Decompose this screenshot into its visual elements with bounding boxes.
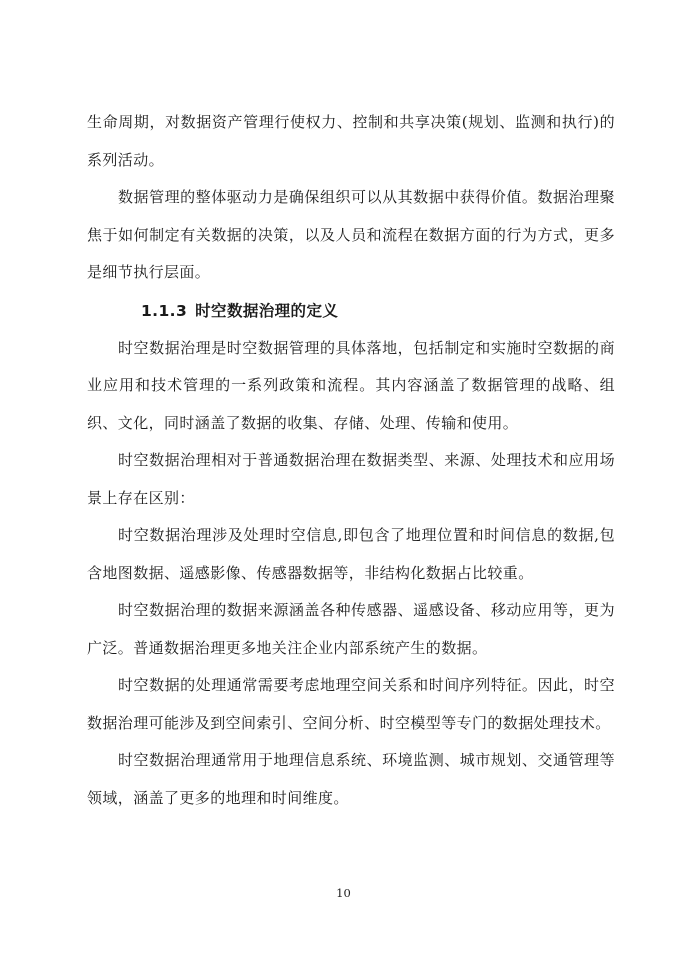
section-number: 1.1.3: [141, 301, 188, 320]
paragraph-data-management-driver: 数据管理的整体驱动力是确保组织可以从其数据中获得价值。数据治理聚焦于如何制定有关数据的决策，以及人员和流程在数据方面的行为方式，更多是细节执行层面。: [87, 188, 615, 281]
page-number: 10: [336, 886, 351, 900]
paragraph-differences-intro: 时空数据治理相对于普通数据治理在数据类型、来源、处理技术和应用场景上存在区别：: [87, 451, 615, 507]
document-body: [87, 104, 615, 817]
paragraph-data-type: 时空数据治理涉及处理时空信息,即包含了地理位置和时间信息的数据,包含地图数据、遥感影像、传感器数据等，非结构化数据占比较重。: [87, 526, 615, 582]
section-title: 时空数据治理的定义: [195, 301, 339, 320]
paragraph-definition: 时空数据治理是时空数据管理的具体落地，包括制定和实施时空数据的商业应用和技术管理的一系列政策和流程。其内容涵盖了数据管理的战略、组织、文化，同时涵盖了数据的收集、存储、处理、传输和使用。: [87, 338, 615, 432]
paragraph-data-source: 时空数据治理的数据来源涵盖各种传感器、遥感设备、移动应用等，更为广泛。普通数据治理更多地关注企业内部系统产生的数据。: [87, 601, 615, 657]
paragraph-continuation: 生命周期，对数据资产管理行使权力、控制和共享决策(规划、监测和执行)的系列活动。: [87, 113, 615, 169]
section-heading: [87, 292, 615, 330]
paragraph-application-scenarios: 时空数据治理通常用于地理信息系统、环境监测、城市规划、交通管理等领域，涵盖了更多的地理和时间维度。: [87, 751, 615, 807]
paragraph-processing-technology: 时空数据的处理通常需要考虑地理空间关系和时间序列特征。因此，时空数据治理可能涉及到空间索引、空间分析、时空模型等专门的数据处理技术。: [87, 676, 615, 732]
